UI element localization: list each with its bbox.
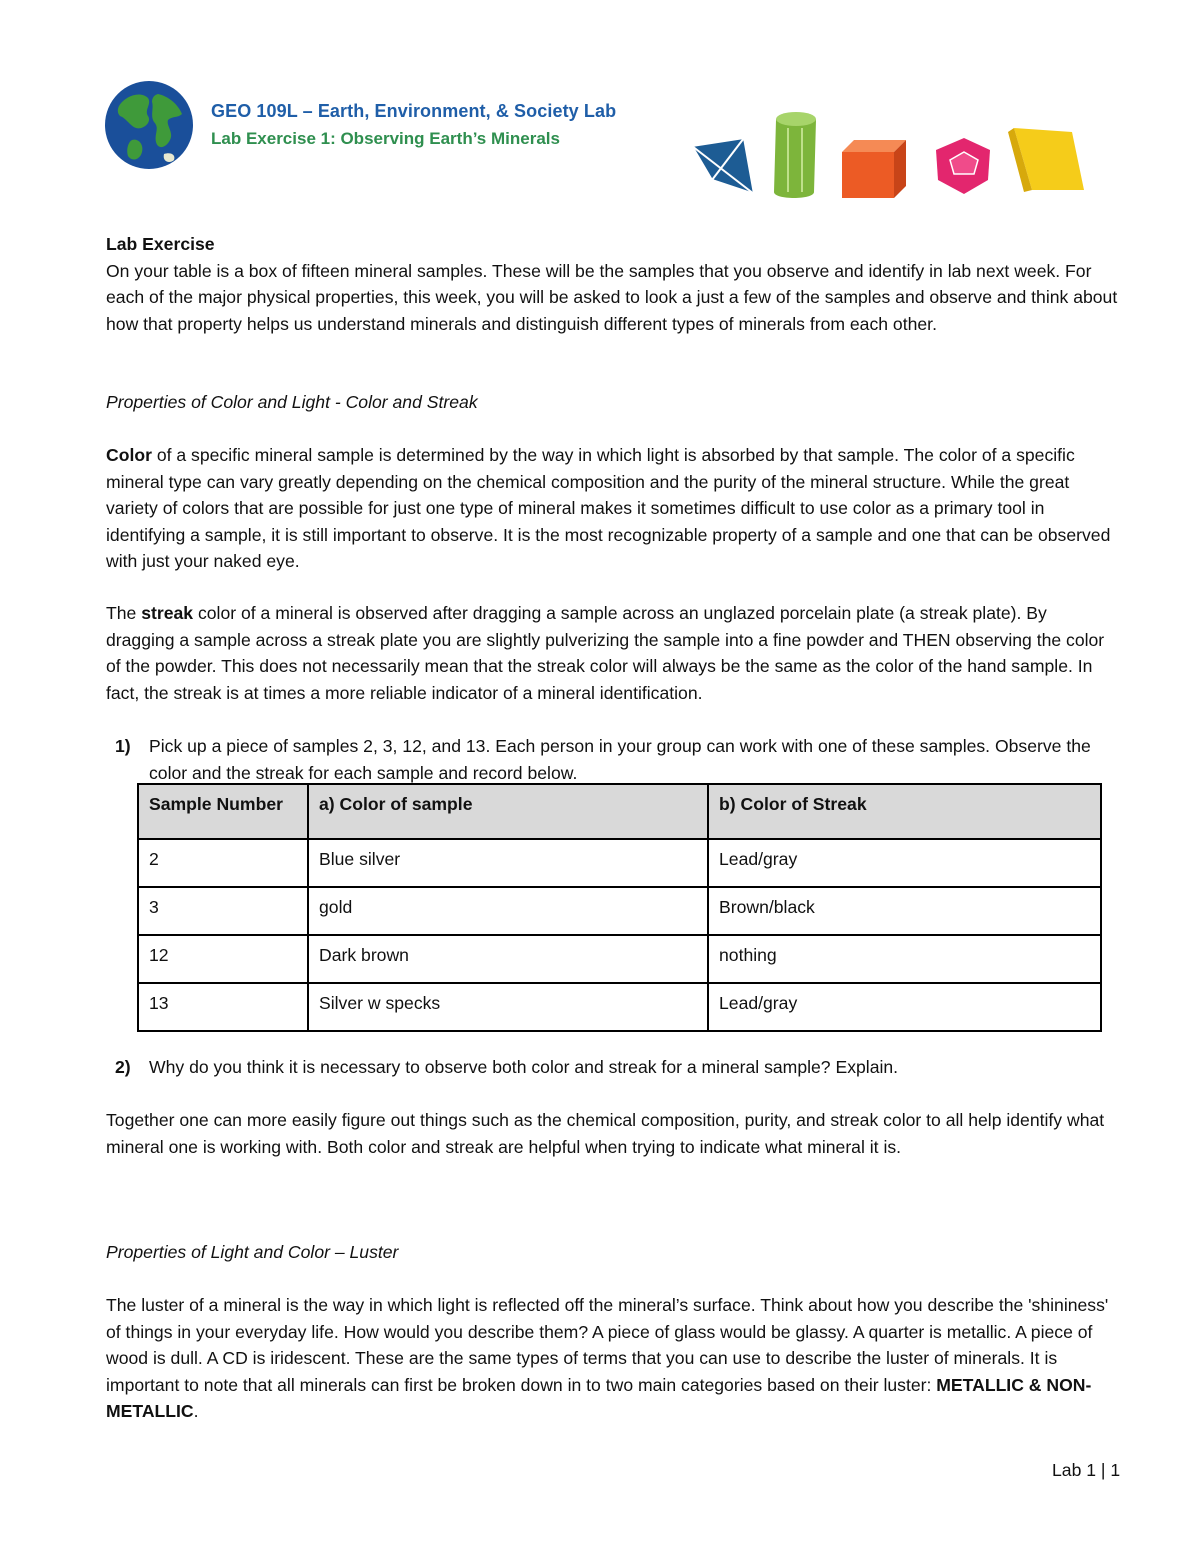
cell-sample-number: 12: [138, 935, 308, 983]
section2-heading: Properties of Light and Color – Luster: [106, 1242, 399, 1262]
luster-end: .: [193, 1401, 199, 1421]
luster-body: The luster of a mineral is the way in which light is reflected off the mineral’s surface. Think about how you describe the 'shininess' of things in your everyday life. How would you describe them? A piece of glass would be glassy. A quarter is metallic. A piece of wood is dull. A CD is iridescent. These are the same types of terms that you can use to describe the luster of minerals. It is important to note that all minerals can first be broken down in to two main categories based on their luster:: [106, 1295, 1109, 1395]
cell-streak: Lead/gray: [708, 983, 1101, 1031]
color-paragraph: [106, 442, 1118, 575]
cell-color: gold: [308, 887, 708, 935]
table-header-row: [138, 784, 1101, 839]
intro-section: [106, 231, 1118, 337]
cell-sample-number: 13: [138, 983, 308, 1031]
table-row: [138, 887, 1101, 935]
question-2-text: Why do you think it is necessary to observe both color and streak for a mineral sample? Explain.: [149, 1057, 899, 1077]
intro-paragraph: On your table is a box of fifteen mineral samples. These will be the samples that you observe and identify in lab next week. For each of the major physical properties, this week, you will be asked to look a just a few of the samples and observe and think about how that property helps us understand minerals and distinguish different types of minerals from each other.: [106, 260, 1118, 334]
header-color-of-streak: b) Color of Streak: [708, 784, 1101, 839]
cube-crystal-icon: [842, 140, 906, 198]
answer-2: Together one can more easily figure out things such as the chemical composition, purity, and streak color to all help identify what mineral one is working with. Both color and streak are helpful when trying to indicate what mineral it is.: [106, 1110, 1105, 1157]
prism-crystal-icon: [774, 112, 816, 198]
question-2: [106, 1054, 1118, 1081]
table-row: [138, 839, 1101, 887]
question-1-number: 1): [115, 736, 131, 756]
course-title: GEO 109L – Earth, Environment, & Society Lab: [211, 101, 617, 121]
streak-pre: The: [106, 603, 142, 623]
question-2-number: 2): [115, 1057, 131, 1077]
cell-color: Blue silver: [308, 839, 708, 887]
cell-sample-number: 3: [138, 887, 308, 935]
intro-heading: Lab Exercise: [106, 234, 215, 254]
cell-streak: Lead/gray: [708, 839, 1101, 887]
rhombohedron-crystal-icon: [1008, 128, 1084, 192]
cell-streak: Brown/black: [708, 887, 1101, 935]
cell-streak: nothing: [708, 935, 1101, 983]
tetrahedron-crystal-icon: [692, 138, 754, 194]
dodecahedron-crystal-icon: [936, 138, 990, 194]
color-body: of a specific mineral sample is determined by the way in which light is absorbed by that sample. The color of a specific mineral type can vary greatly depending on the chemical composition and the purity of the mineral structure. While the great variety of colors that are possible for just one type of mineral makes it sometimes difficult to use color as a primary tool in identifying a sample, it is still important to observe. It is the most recognizable property of a sample and one that can be observed with just your naked eye.: [106, 445, 1111, 571]
nonmetallic-term: NON-METALLIC: [106, 1374, 1092, 1421]
crystal-shapes: [688, 108, 1088, 200]
table-row: [138, 935, 1101, 983]
cell-color: Dark brown: [308, 935, 708, 983]
header-color-of-sample: a) Color of sample: [308, 784, 708, 839]
header-sample-number: Sample Number: [138, 784, 308, 839]
samples-table: [137, 783, 1102, 1032]
cell-sample-number: 2: [138, 839, 308, 887]
lab-title: Lab Exercise 1: Observing Earth’s Minerals: [211, 129, 560, 148]
table-row: [138, 983, 1101, 1031]
color-term: Color: [106, 445, 152, 465]
question-1: [106, 733, 1118, 786]
section1-heading: Properties of Color and Light - Color and Streak: [106, 392, 478, 412]
streak-body: color of a mineral is observed after dragging a sample across an unglazed porcelain plate (a streak plate). By dragging a sample across a streak plate you are slightly pulverizing the sample into a fine powder and THEN observing the color of the powder. This does not necessarily mean that the streak color will always be the same as the color of the hand sample. In fact, the streak is at times a more reliable indicator of a mineral identification.: [106, 603, 1105, 703]
ampersand: &: [1023, 1374, 1047, 1395]
streak-paragraph: [106, 600, 1118, 706]
page-footer: Lab 1 | 1: [1052, 1460, 1121, 1480]
streak-term: streak: [141, 603, 194, 623]
globe-icon: [104, 80, 194, 170]
metallic-term: METALLIC: [936, 1374, 1024, 1395]
luster-paragraph: [106, 1292, 1118, 1425]
cell-color: Silver w specks: [308, 983, 708, 1031]
question-1-text: Pick up a piece of samples 2, 3, 12, and 13. Each person in your group can work with one of these samples. Observe the color and the streak for each sample and record below.: [149, 736, 1091, 783]
